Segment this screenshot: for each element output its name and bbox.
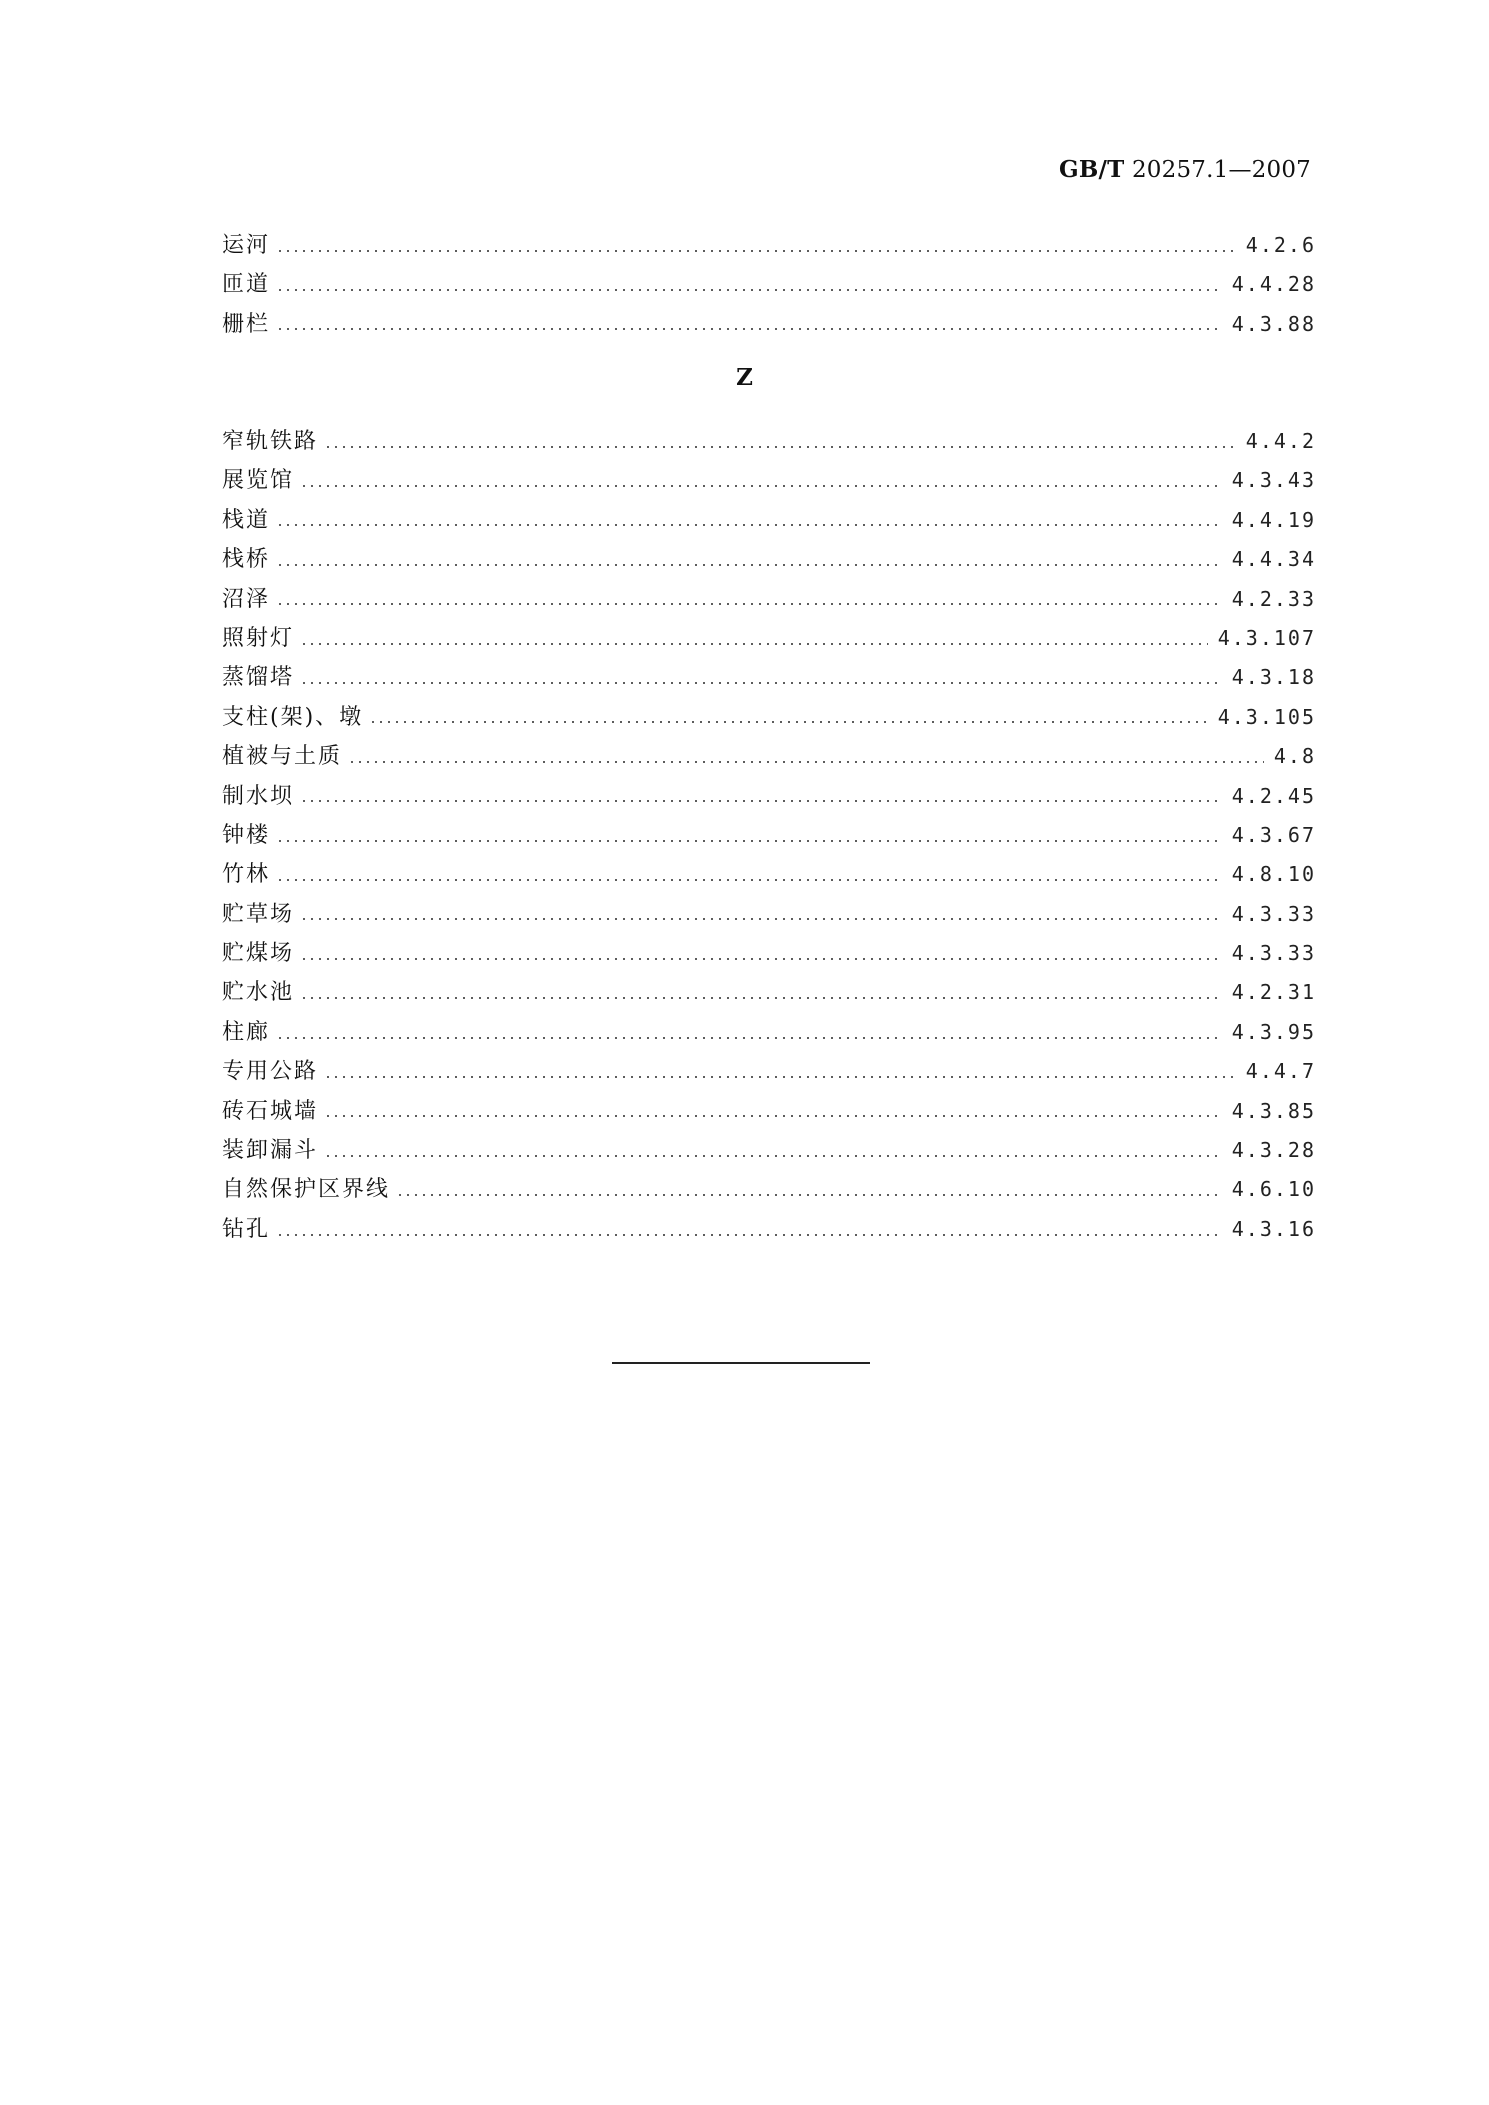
index-reference: 4.3.28 (1231, 1138, 1316, 1163)
index-term: 支柱(架)、墩 (222, 704, 364, 730)
dot-leader (348, 761, 1264, 763)
index-reference: 4.4.28 (1231, 272, 1316, 297)
dot-leader (276, 1234, 1222, 1236)
index-entry (222, 658, 1316, 697)
index-entry (222, 619, 1316, 658)
index-term: 栈道 (222, 507, 271, 533)
index-entry (222, 855, 1316, 894)
index-term: 制水坝 (222, 783, 295, 809)
index-reference: 4.6.10 (1231, 1177, 1316, 1202)
index-reference: 4.3.43 (1231, 468, 1316, 493)
dot-leader (369, 721, 1208, 723)
dot-leader (300, 997, 1222, 999)
index-term: 自然保护区界线 (222, 1177, 391, 1203)
dot-leader (300, 643, 1208, 645)
dot-leader (276, 1037, 1222, 1039)
section-letter-heading: Z (736, 364, 753, 391)
index-reference: 4.3.16 (1231, 1216, 1316, 1241)
index-term: 植被与土质 (222, 744, 343, 770)
index-reference: 4.4.7 (1245, 1059, 1316, 1084)
index-entry (222, 305, 1316, 344)
dot-leader (276, 289, 1222, 291)
index-reference: 4.3.18 (1231, 665, 1316, 690)
index-entry (222, 895, 1316, 934)
index-entry (222, 777, 1316, 816)
index-term: 栅栏 (222, 311, 271, 337)
index-entry (222, 580, 1316, 619)
index-term: 贮煤场 (222, 941, 295, 967)
dot-leader (276, 879, 1222, 881)
dot-leader (300, 918, 1222, 920)
dot-leader (300, 485, 1222, 487)
index-entry (222, 1131, 1316, 1170)
dot-leader (300, 800, 1222, 802)
index-reference: 4.8.10 (1231, 862, 1316, 887)
index-term: 贮水池 (222, 980, 295, 1006)
index-entry (222, 1170, 1316, 1209)
dot-leader (396, 1194, 1222, 1196)
index-term: 竹林 (222, 862, 271, 888)
index-term: 展览馆 (222, 468, 295, 494)
index-entry (222, 1052, 1316, 1091)
index-entry (222, 540, 1316, 579)
end-rule (612, 1362, 870, 1364)
index-entry (222, 422, 1316, 461)
index-entry (222, 973, 1316, 1012)
index-entry (222, 501, 1316, 540)
index-reference: 4.2.6 (1245, 233, 1316, 257)
dot-leader (276, 250, 1236, 252)
index-term: 贮草场 (222, 901, 295, 927)
index-entry (222, 934, 1316, 973)
index-term: 沼泽 (222, 586, 271, 612)
dot-leader (300, 958, 1222, 960)
index-entry (222, 737, 1316, 776)
dot-leader (300, 682, 1222, 684)
standard-number: 20257.1—2007 (1131, 157, 1311, 183)
index-term: 运河 (222, 233, 271, 258)
index-reference: 4.3.85 (1231, 1098, 1316, 1123)
index-reference: 4.3.105 (1217, 704, 1316, 729)
dot-leader (276, 524, 1222, 526)
index-reference: 4.3.67 (1231, 822, 1316, 847)
index-reference: 4.2.31 (1231, 980, 1316, 1005)
index-reference: 4.2.33 (1231, 586, 1316, 611)
index-entry (222, 1092, 1316, 1131)
index-entry (222, 226, 1316, 265)
index-term: 钻孔 (222, 1216, 271, 1242)
dot-leader (324, 1155, 1222, 1157)
dot-leader (276, 564, 1222, 566)
index-reference: 4.4.2 (1245, 429, 1316, 453)
index-term: 柱廊 (222, 1019, 271, 1045)
index-reference: 4.4.34 (1231, 547, 1316, 572)
index-entry (222, 265, 1316, 304)
index-entry (222, 461, 1316, 500)
index-term: 钟楼 (222, 822, 271, 848)
index-reference: 4.3.33 (1231, 901, 1316, 926)
index-reference: 4.3.33 (1231, 941, 1316, 966)
index-term: 匝道 (222, 272, 271, 298)
index-reference: 4.2.45 (1231, 783, 1316, 808)
index-term: 窄轨铁路 (222, 429, 319, 454)
index-entry (222, 1210, 1316, 1249)
index-term: 砖石城墙 (222, 1098, 319, 1124)
standard-header (1059, 156, 1311, 183)
dot-leader (324, 446, 1236, 448)
index-reference: 4.4.19 (1231, 507, 1316, 532)
index-term: 专用公路 (222, 1059, 319, 1085)
dot-leader (276, 328, 1222, 330)
dot-leader (324, 1076, 1236, 1078)
dot-leader (324, 1115, 1222, 1117)
index-reference: 4.3.95 (1231, 1019, 1316, 1044)
index-entry (222, 1013, 1316, 1052)
index-entry (222, 816, 1316, 855)
index-reference: 4.8 (1273, 744, 1316, 769)
standard-prefix: GB/T (1059, 156, 1125, 183)
index-term: 装卸漏斗 (222, 1138, 319, 1164)
dot-leader (276, 840, 1222, 842)
index-term: 栈桥 (222, 547, 271, 573)
index-reference: 4.3.107 (1217, 625, 1316, 650)
index-group-2 (222, 422, 1316, 1249)
index-group-1 (222, 226, 1316, 344)
dot-leader (276, 603, 1222, 605)
index-reference: 4.3.88 (1231, 311, 1316, 336)
index-entry (222, 698, 1316, 737)
index-term: 照射灯 (222, 625, 295, 651)
index-term: 蒸馏塔 (222, 665, 295, 691)
